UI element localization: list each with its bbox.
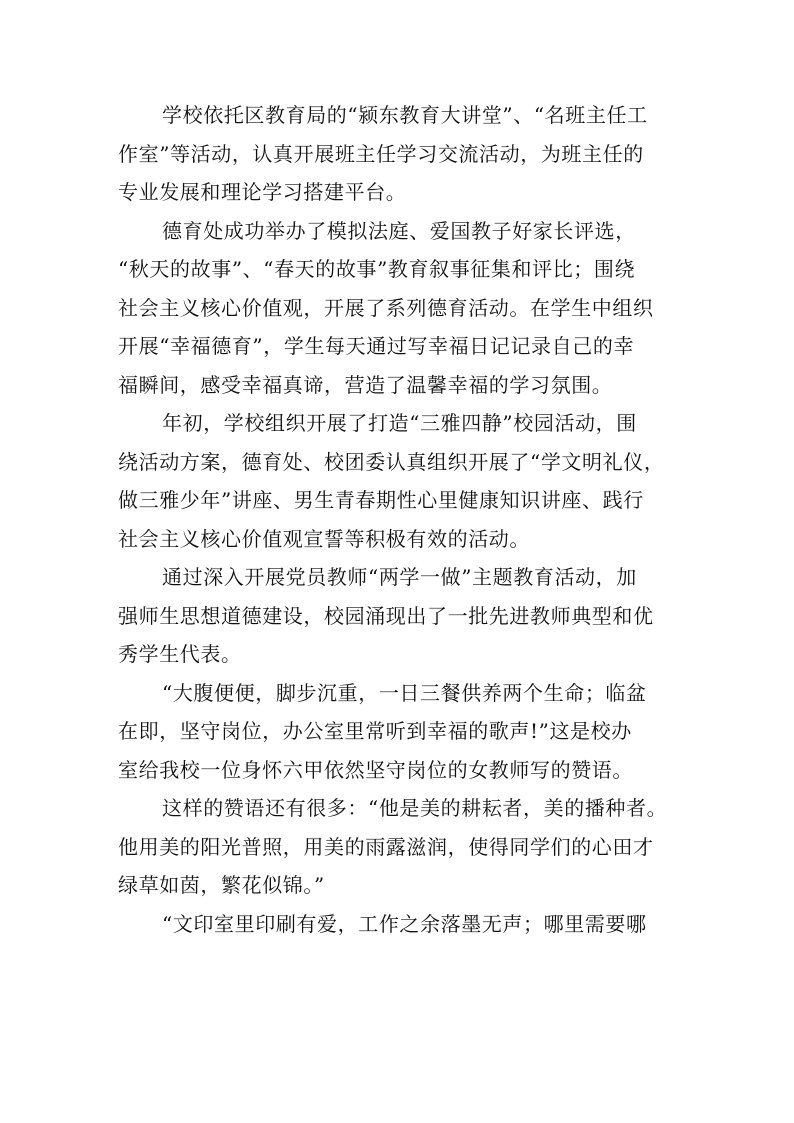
paragraph-line: 秀学生代表。 [118, 642, 242, 666]
paragraph-3 [118, 404, 690, 558]
paragraph-4 [118, 558, 690, 674]
paragraph-line: 室给我校一位身怀六甲依然坚守岗位的女教师写的赞语。 [118, 757, 633, 782]
paragraph-line: 开展“幸福德育”，学生每天通过写幸福日记记录自己的幸 [118, 334, 635, 358]
paragraph-2 [118, 212, 690, 405]
paragraph-line: 福瞬间，感受幸福真谛，营造了温馨幸福的学习氛围。 [118, 372, 613, 397]
paragraph-line: 强师生思想道德建设，校园涌现出了一批先进教师典型和优 [118, 603, 654, 628]
paragraph-line: 专业发展和理论学习搭建平台。 [118, 180, 407, 204]
paragraph-7 [118, 905, 690, 944]
paragraph-line: “秋天的故事”、“春天的故事”教育叙事征集和评比；围绕 [118, 257, 636, 281]
paragraph-line: 他用美的阳光普照，用美的雨露滋润，使得同学们的心田才 [118, 834, 654, 859]
paragraph-line: “大腹便便，脚步沉重，一日三餐供养两个生命；临盆 [162, 680, 647, 705]
document-body [118, 96, 690, 943]
paragraph-line: 通过深入开展党员教师“两学一做”主题教育活动，加 [162, 565, 637, 589]
paragraph-line: 作室”等活动，认真开展班主任学习交流活动，为班主任的 [118, 141, 644, 166]
paragraph-line: 年初，学校组织开展了打造“三雅四静”校园活动，围 [162, 411, 637, 435]
paragraph-1 [118, 96, 690, 212]
paragraph-line: 德育处成功举办了模拟法庭、爱国教子好家长评选， [162, 218, 636, 243]
paragraph-line: “文印室里印刷有爱，工作之余落墨无声；哪里需要哪 [162, 911, 647, 936]
paragraph-line: 这样的赞语还有很多：“他是美的耕耘者，美的播种者。 [162, 796, 668, 820]
paragraph-line: 做三雅少年”讲座、男生青春期性心里健康知识讲座、践行 [118, 488, 644, 512]
paragraph-6 [118, 789, 690, 905]
paragraph-line: 社会主义核心价值观，开展了系列德育活动。在学生中组织 [118, 295, 654, 320]
paragraph-line: 社会主义核心价值观宣誓等积极有效的活动。 [118, 526, 530, 551]
paragraph-line: 绕活动方案，德育处、校团委认真组织开展了“学文明礼仪， [118, 449, 665, 474]
paragraph-5 [118, 674, 690, 790]
paragraph-line: 学校依托区教育局的“颍东教育大讲堂”、“名班主任工 [162, 103, 648, 127]
paragraph-line: 绿草如茵，繁花似锦。” [118, 873, 325, 897]
paragraph-line: 在即，坚守岗位，办公室里常听到幸福的歌声!”这是校办 [118, 719, 632, 743]
